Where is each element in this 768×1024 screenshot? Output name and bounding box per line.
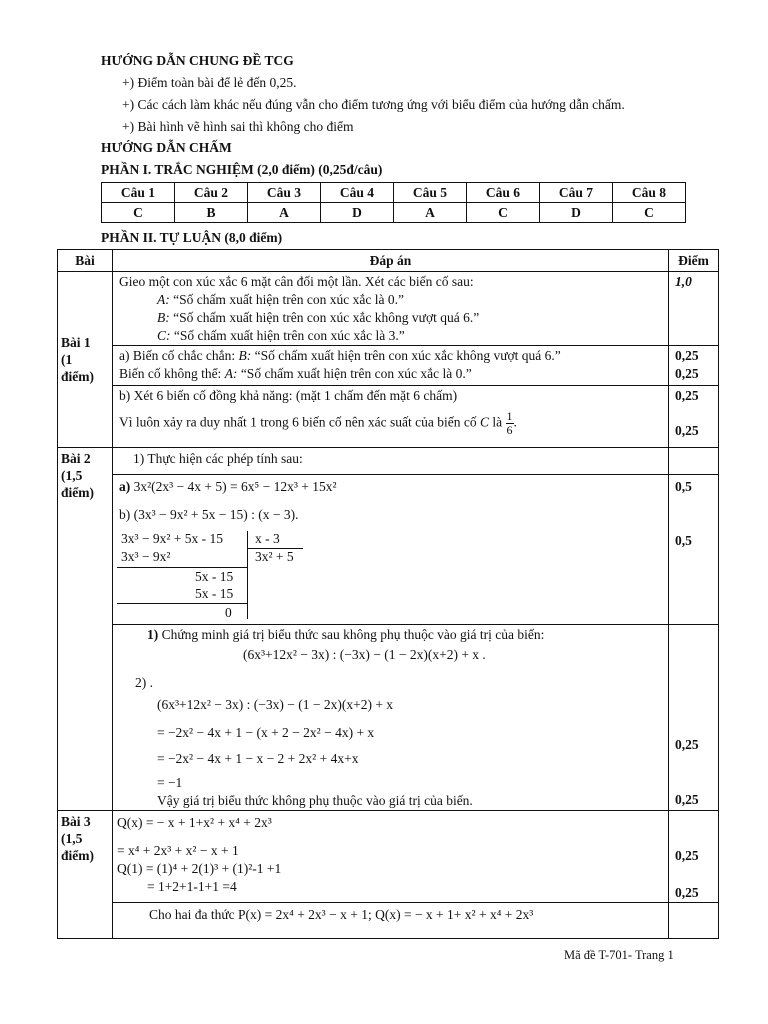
solution-line: = −1	[156, 775, 183, 790]
answer-cell: C	[102, 203, 175, 223]
question-header: Câu 7	[540, 183, 613, 203]
column-header-diem: Điểm	[669, 250, 719, 272]
question-header: Câu 2	[175, 183, 248, 203]
bai1-a-row	[58, 346, 719, 386]
solution-line: = −2x² − 4x + 1 − x − 2 + 2x² + 4x+x	[156, 751, 359, 766]
bai1-intro-score-cell	[669, 272, 719, 346]
division-subtrahend: 5x - 15	[194, 586, 234, 601]
general-rule: +) Các cách làm khác nếu đúng vẫn cho điểm tương ứng với biểu điểm của hướng dẫn chấm.	[122, 97, 625, 112]
bai2-calc-row	[58, 475, 719, 625]
question-header: Câu 6	[467, 183, 540, 203]
event-c: C: “Số chấm xuất hiện trên con xúc xắc là 3.”	[156, 328, 405, 343]
score: 0,25	[675, 388, 699, 403]
score: 0,25	[675, 366, 699, 381]
division-remainder: 5x - 15	[194, 569, 234, 584]
division-divisor: x - 3	[254, 531, 280, 546]
bai2-a-expression: a) 3x²(2x³ − 4x + 5) = 6x⁵ − 12x³ + 15x²	[118, 479, 337, 494]
score: 1,0	[675, 274, 692, 289]
bai2-task1: 1) Thực hiện các phép tính sau:	[132, 451, 303, 466]
bai1-a-score-cell	[669, 346, 719, 386]
division-quotient: 3x² + 5	[254, 549, 294, 564]
bai2-calc-cell	[112, 475, 668, 625]
bai2-label-line: (1,5	[61, 468, 83, 483]
score: 0,25	[675, 885, 699, 900]
bai2-task1-cell	[112, 448, 668, 475]
division-dividend: 3x³ − 9x² + 5x - 15	[120, 531, 224, 546]
bai1-label-line: Bài 1	[61, 335, 91, 350]
bai3-line: Q(1) = (1)⁴ + 2(1)³ + (1)²-1 +1	[116, 861, 282, 876]
bai1-intro-row	[58, 272, 719, 346]
general-rule: +) Bài hình vẽ hình sai thì không cho điểm	[122, 119, 354, 134]
answer-table-answer-row	[102, 203, 686, 223]
bai2-task1-row	[58, 448, 719, 475]
score: 0,5	[675, 533, 692, 548]
bai3-last-row	[58, 903, 719, 939]
bai2-proof-score-cell	[669, 625, 719, 811]
bai1-b-line1: b) Xét 6 biến cố đồng khả năng: (mặt 1 chấm đến mặt 6 chấm)	[118, 388, 458, 403]
bai3-label-line: (1,5	[61, 831, 83, 846]
question-header: Câu 5	[394, 183, 467, 203]
bai3-label	[58, 811, 113, 939]
score: 0,5	[675, 479, 692, 494]
grading-table	[57, 249, 719, 939]
solution-line: (6x³+12x² − 3x) : (−3x) − (1 − 2x)(x+2) + x	[156, 697, 394, 712]
score: 0,25	[675, 737, 699, 752]
bai1-intro: Gieo một con xúc xắc 6 mặt cân đối một lần. Xét các biến cố sau:	[118, 274, 474, 289]
division-subtrahend: 3x³ − 9x²	[120, 549, 171, 564]
answer-cell: D	[321, 203, 394, 223]
score: 0,25	[675, 423, 699, 438]
bai3-polynomials: Cho hai đa thức P(x) = 2x⁴ + 2x³ − x + 1; Q(x) = − x + 1+ x² + x⁴ + 2x³	[148, 907, 534, 922]
bai2-proof-cell	[112, 625, 668, 811]
bai2-label	[58, 448, 113, 811]
score: 0,25	[675, 792, 699, 807]
answer-table	[101, 182, 686, 223]
page-footer: Mã đề T-701- Trang 1	[564, 948, 674, 962]
bai3-line: = 1+2+1-1+1 =4	[146, 879, 237, 894]
event-b: B: “Số chấm xuất hiện trên con xúc xắc không vượt quá 6.”	[156, 310, 480, 325]
guide-title: HƯỚNG DẪN CHẤM	[101, 140, 232, 155]
answer-cell: A	[394, 203, 467, 223]
column-header-bai: Bài	[58, 250, 113, 272]
bai1-a-cell	[112, 346, 668, 386]
division-final-remainder: 0	[224, 605, 232, 620]
bai2-b-expression: b) (3x³ − 9x² + 5x − 15) : (x − 3).	[118, 507, 299, 522]
answer-cell: A	[248, 203, 321, 223]
bai2-calc-score-cell	[669, 475, 719, 625]
answer-cell: D	[540, 203, 613, 223]
bai1-b-line2: Vì luôn xảy ra duy nhất 1 trong 6 biến cố nên xác suất của biến cố C là $\frac{1}{6}$ .	[118, 409, 517, 437]
bai3-label-line: Bài 3	[61, 814, 91, 829]
bai3-last-cell	[112, 903, 668, 939]
question-header: Câu 4	[321, 183, 394, 203]
probability-fraction: $\frac{1}{6}$	[506, 409, 513, 437]
answer-table-header-row	[102, 183, 686, 203]
score: 0,25	[675, 348, 699, 363]
empty-score-cell	[669, 903, 719, 939]
bai2-task2-expression: (6x³+12x² − 3x) : (−3x) − (1 − 2x)(x+2) + x .	[242, 647, 486, 662]
bai3-row	[58, 811, 719, 903]
general-title: HƯỚNG DẪN CHUNG ĐỀ TCG	[101, 53, 294, 68]
bai1-label-line: (1	[61, 352, 73, 367]
bai1-label-line: điểm)	[61, 369, 94, 384]
event-a: A: “Số chấm xuất hiện trên con xúc xắc là 0.”	[156, 292, 404, 307]
solution-conclusion: Vậy giá trị biểu thức không phụ thuộc vào giá trị của biến.	[156, 793, 473, 808]
bai3-line: = x⁴ + 2x³ + x² − x + 1	[116, 843, 239, 858]
bai1-a-line2: Biến cố không thể: A: “Số chấm xuất hiện trên con xúc xắc là 0.”	[118, 366, 472, 381]
bai1-b-cell	[112, 386, 668, 448]
grading-table-header	[58, 250, 719, 272]
bai1-intro-cell	[112, 272, 668, 346]
empty-score-cell	[669, 448, 719, 475]
division-line	[117, 603, 247, 604]
division-line	[117, 567, 247, 568]
general-rule: +) Điểm toàn bài để lẻ đến 0,25.	[122, 75, 297, 90]
bai2-label-line: Bài 2	[61, 451, 91, 466]
bai2-task2: 1) Chứng minh giá trị biểu thức sau không phụ thuộc vào giá trị của biến:	[146, 627, 545, 642]
question-header: Câu 1	[102, 183, 175, 203]
bai2-solution-number: 2) .	[134, 675, 153, 690]
bai1-label	[58, 272, 113, 448]
answer-cell: C	[613, 203, 686, 223]
division-vertical-line	[247, 531, 248, 619]
bai1-b-row	[58, 386, 719, 448]
answer-cell: B	[175, 203, 248, 223]
bai3-label-line: điểm)	[61, 848, 94, 863]
bai2-label-line: điểm)	[61, 485, 94, 500]
question-header: Câu 8	[613, 183, 686, 203]
column-header-dap-an: Đáp án	[112, 250, 668, 272]
part1-title: PHẦN I. TRẮC NGHIỆM (2,0 điểm) (0,25đ/câu)	[101, 162, 383, 177]
score: 0,25	[675, 848, 699, 863]
bai3-score-cell	[669, 811, 719, 903]
bai1-b-score-cell	[669, 386, 719, 448]
solution-line: = −2x² − 4x + 1 − (x + 2 − 2x² − 4x) + x	[156, 725, 375, 740]
question-header: Câu 3	[248, 183, 321, 203]
bai3-cell	[112, 811, 668, 903]
part2-title: PHẦN II. TỰ LUẬN (8,0 điểm)	[101, 230, 283, 245]
bai1-a-line1: a) Biến cố chắc chắn: B: “Số chấm xuất hiện trên con xúc xắc không vượt quá 6.”	[118, 348, 561, 363]
bai2-proof-row	[58, 625, 719, 811]
answer-cell: C	[467, 203, 540, 223]
bai3-line: Q(x) = − x + 1+x² + x⁴ + 2x³	[116, 815, 272, 830]
